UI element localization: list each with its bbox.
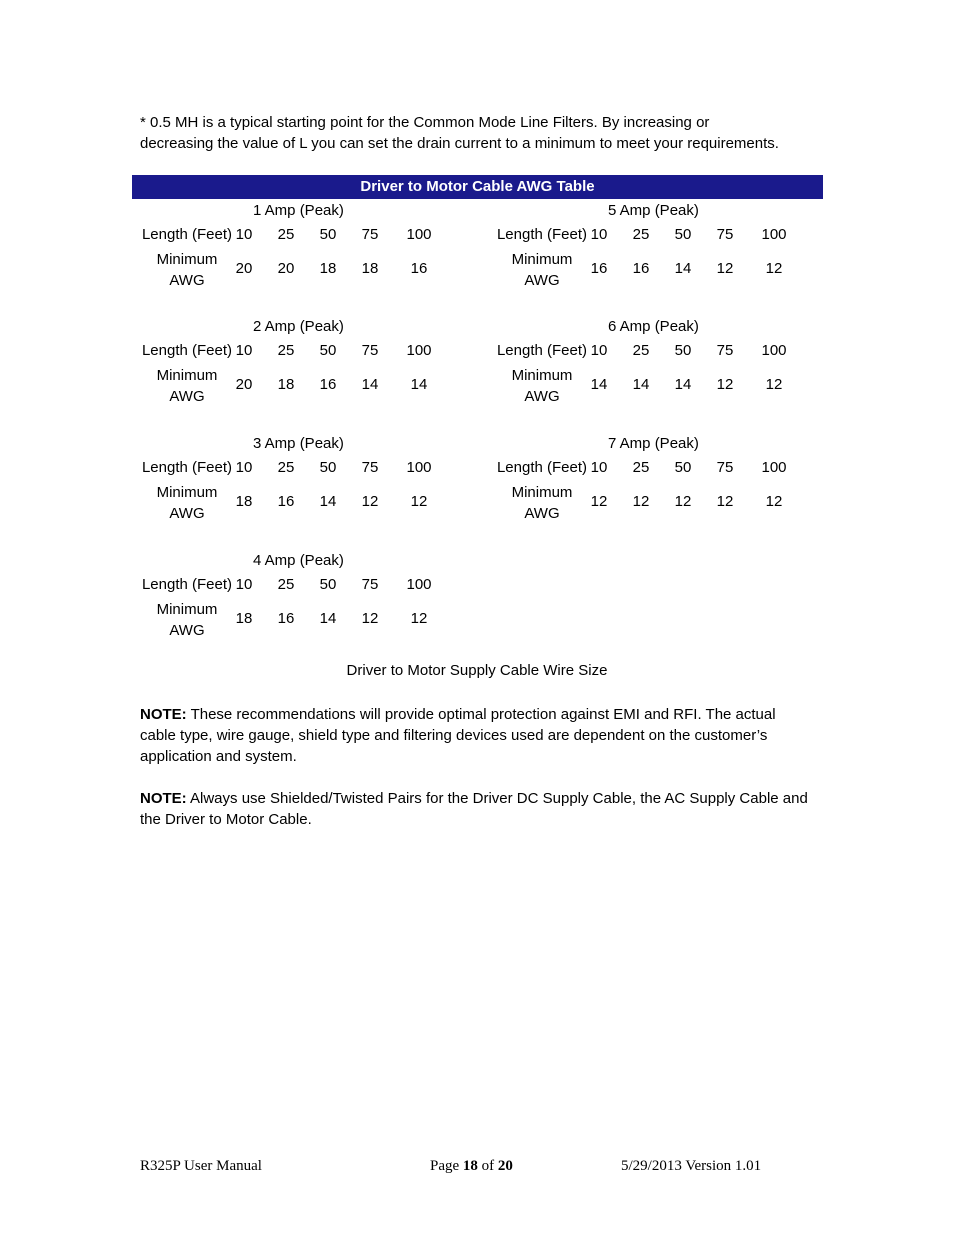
awg-cell: 12 (716, 260, 734, 277)
awg-cell: 14 (674, 376, 692, 393)
amp-block (140, 202, 480, 302)
length-cell: 10 (590, 459, 608, 476)
length-label: Length (Feet) (496, 459, 588, 476)
awg-cell: 16 (590, 260, 608, 277)
length-label: Length (Feet) (141, 459, 233, 476)
amp-block (140, 552, 480, 652)
length-cell: 25 (632, 342, 650, 359)
awg-cell: 12 (674, 493, 692, 510)
length-cell: 25 (632, 226, 650, 243)
awg-cell: 20 (277, 260, 295, 277)
awg-cell: 14 (674, 260, 692, 277)
min-awg-label: Minimum AWG (156, 484, 218, 522)
length-cell: 50 (674, 226, 692, 243)
awg-cell: 14 (590, 376, 608, 393)
length-label: Length (Feet) (141, 226, 233, 243)
length-cell: 100 (406, 576, 432, 593)
awg-cell: 18 (235, 493, 253, 510)
awg-cell: 16 (319, 376, 337, 393)
awg-cell: 12 (765, 376, 783, 393)
awg-cell: 14 (632, 376, 650, 393)
awg-cell: 12 (410, 493, 428, 510)
amp-block (495, 202, 835, 302)
footer-of-word: of (477, 1158, 498, 1174)
awg-cell: 18 (277, 376, 295, 393)
table-title-banner: Driver to Motor Cable AWG Table (132, 175, 823, 199)
length-cell: 25 (277, 342, 295, 359)
note-text: Always use Shielded/Twisted Pairs for the Driver DC Supply Cable, the AC Supply Cable and the Driver to Motor Cable. (140, 790, 808, 828)
awg-cell: 16 (632, 260, 650, 277)
length-cell: 50 (674, 342, 692, 359)
awg-cell: 16 (410, 260, 428, 277)
amp-block (495, 435, 835, 535)
footer-page (430, 1158, 513, 1175)
note-emi (140, 704, 810, 767)
length-label: Length (Feet) (141, 342, 233, 359)
length-cell: 75 (361, 226, 379, 243)
amp-block (140, 435, 480, 535)
length-cell: 10 (590, 342, 608, 359)
awg-cell: 14 (410, 376, 428, 393)
length-cell: 10 (235, 226, 253, 243)
awg-cell: 12 (361, 493, 379, 510)
length-cell: 50 (674, 459, 692, 476)
awg-cell: 12 (410, 610, 428, 627)
awg-cell: 12 (716, 493, 734, 510)
length-cell: 50 (319, 576, 337, 593)
footer-title: R325P User Manual (140, 1158, 262, 1174)
length-label: Length (Feet) (496, 226, 588, 243)
awg-cell: 16 (277, 610, 295, 627)
min-awg-label: Minimum AWG (511, 367, 573, 405)
length-cell: 75 (716, 459, 734, 476)
length-cell: 25 (277, 459, 295, 476)
length-label: Length (Feet) (141, 576, 233, 593)
length-cell: 25 (277, 226, 295, 243)
length-cell: 100 (406, 226, 432, 243)
amp-block (495, 318, 835, 418)
awg-cell: 14 (361, 376, 379, 393)
awg-cell: 12 (632, 493, 650, 510)
length-cell: 75 (716, 226, 734, 243)
footer-page-word: Page (430, 1158, 463, 1174)
min-awg-label: Minimum AWG (511, 251, 573, 289)
amp-heading: 4 Amp (Peak) (253, 552, 344, 569)
length-cell: 100 (761, 459, 787, 476)
awg-cell: 20 (235, 376, 253, 393)
length-cell: 50 (319, 459, 337, 476)
footer-page-number: 18 (462, 1158, 478, 1174)
length-label: Length (Feet) (496, 342, 588, 359)
length-cell: 75 (361, 576, 379, 593)
footer-version: 5/29/2013 Version 1.01 (621, 1158, 762, 1174)
amp-heading: 2 Amp (Peak) (253, 318, 344, 335)
amp-heading: 7 Amp (Peak) (608, 435, 699, 452)
length-cell: 10 (235, 576, 253, 593)
length-cell: 100 (761, 342, 787, 359)
awg-cell: 18 (361, 260, 379, 277)
amp-block (140, 318, 480, 418)
length-cell: 50 (319, 226, 337, 243)
note-label: NOTE: (140, 790, 187, 807)
length-cell: 75 (361, 459, 379, 476)
min-awg-label: Minimum AWG (156, 601, 218, 639)
awg-cell: 12 (361, 610, 379, 627)
awg-cell: 14 (319, 493, 337, 510)
length-cell: 25 (632, 459, 650, 476)
amp-heading: 5 Amp (Peak) (608, 202, 699, 219)
table-caption: Driver to Motor Supply Cable Wire Size (346, 662, 608, 679)
min-awg-label: Minimum AWG (156, 251, 218, 289)
length-cell: 100 (406, 342, 432, 359)
note-shielded (140, 788, 810, 830)
awg-cell: 12 (590, 493, 608, 510)
note-text: These recommendations will provide optimal protection against EMI and RFI. The actual cable type, wire gauge, shield type and filtering devices used are dependent on the customer’s application and system. (140, 706, 776, 765)
amp-heading: 1 Amp (Peak) (253, 202, 344, 219)
length-cell: 10 (590, 226, 608, 243)
length-cell: 25 (277, 576, 295, 593)
length-cell: 10 (235, 459, 253, 476)
awg-cell: 16 (277, 493, 295, 510)
min-awg-label: Minimum AWG (511, 484, 573, 522)
awg-cell: 12 (716, 376, 734, 393)
length-cell: 75 (361, 342, 379, 359)
awg-cell: 12 (765, 493, 783, 510)
length-cell: 75 (716, 342, 734, 359)
length-cell: 100 (761, 226, 787, 243)
note-label: NOTE: (140, 706, 187, 723)
footer-page-total: 20 (497, 1158, 513, 1174)
awg-cell: 20 (235, 260, 253, 277)
amp-heading: 6 Amp (Peak) (608, 318, 699, 335)
length-cell: 100 (406, 459, 432, 476)
min-awg-label: Minimum AWG (156, 367, 218, 405)
length-cell: 10 (235, 342, 253, 359)
awg-cell: 18 (235, 610, 253, 627)
awg-cell: 14 (319, 610, 337, 627)
awg-cell: 12 (765, 260, 783, 277)
length-cell: 50 (319, 342, 337, 359)
intro-paragraph: * 0.5 MH is a typical starting point for the Common Mode Line Filters. By increasing or decreasing the value of L you can set the drain current to a minimum to meet your requirements. (140, 114, 779, 152)
awg-cell: 18 (319, 260, 337, 277)
amp-heading: 3 Amp (Peak) (253, 435, 344, 452)
